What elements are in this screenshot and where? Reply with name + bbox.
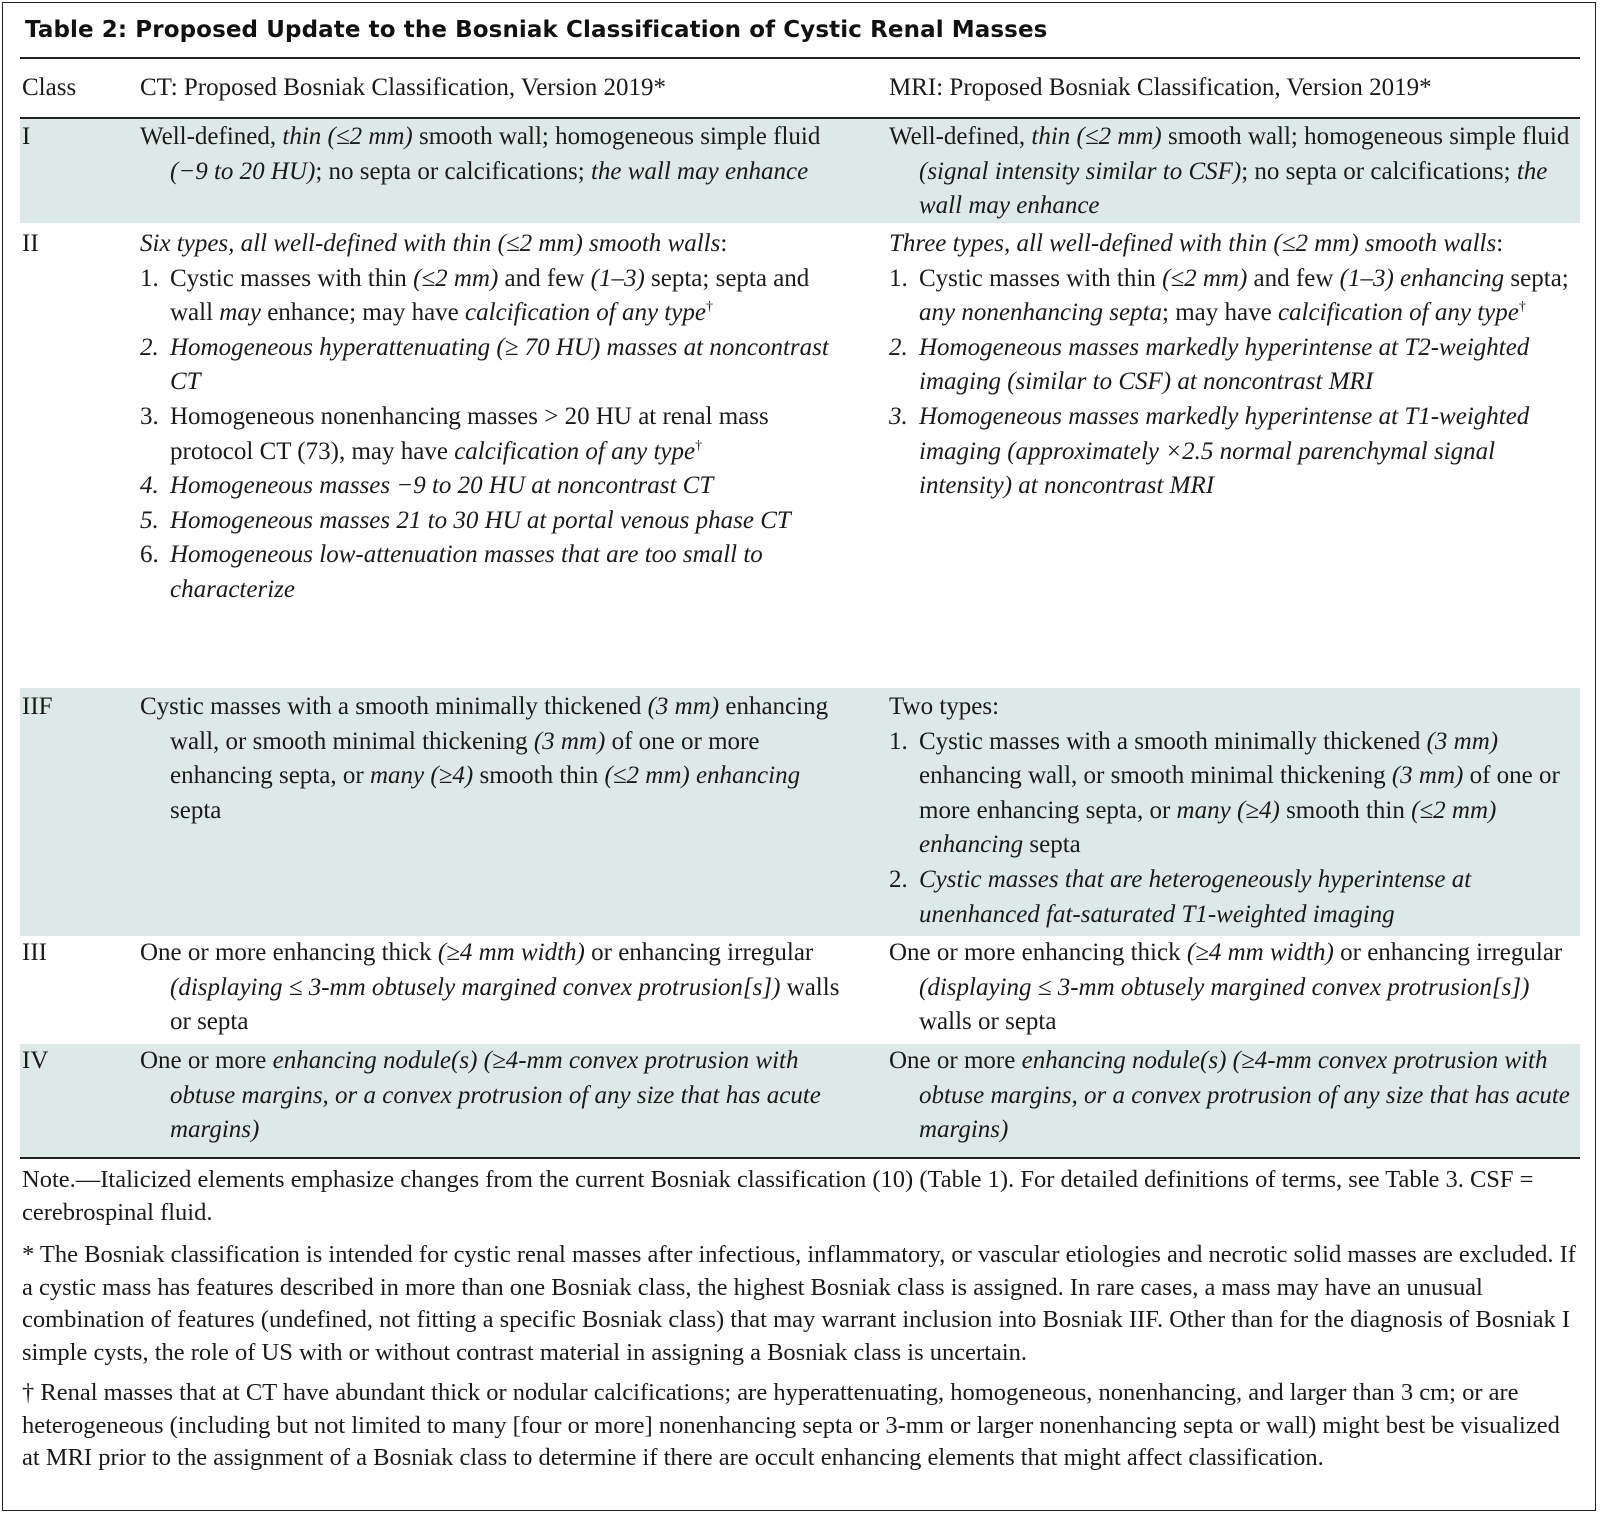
class-label-I: I xyxy=(22,123,31,150)
table-title: Table 2: Proposed Update to the Bosniak Classification of Cystic Renal Masses xyxy=(25,17,1048,43)
dagger-text: † Renal masses that at CT have abundant thick or nodular calcifications; are hyperattenuating, homogeneous, nonenhancing, and larger than 3 cm; or are heterogeneous (including but not limited to many [four or more] nonenhancing septa or 3-mm or larger nonenhancing septa or wall) might best be visualized at MRI prior to the assignment of a Bosniak class to determine if there are occult enhancing elements that might affect classification. xyxy=(22,1379,1560,1471)
asterisk-footnote xyxy=(22,1239,1582,1369)
class-label-IIF: IIF xyxy=(22,693,53,720)
header-mri: MRI: Proposed Bosniak Classification, Version 2019* xyxy=(889,74,1432,101)
asterisk-text: * The Bosniak classification is intended for cystic renal masses after infectious, inflammatory, or vascular etiologies and necrotic solid masses are excluded. If a cystic mass has features described in more than one Bosniak class, the highest Bosniak class is assigned. In rare cases, a mass may have an unusual combination of features (undefined, not fitting a specific Bosniak class) that may warrant inclusion into Bosniak IIF. Other than for the diagnosis of Bosniak I simple cysts, the role of US with or without contrast material in assigning a Bosniak class is uncertain. xyxy=(22,1241,1576,1366)
title-rule xyxy=(20,57,1580,59)
dagger-footnote xyxy=(22,1377,1582,1475)
ct-class-II: Six types, all well-defined with thin (≤2 mm) smooth walls: 1. Cystic masses with thin (≤2 mm) and few (1–3) septa; septa and wall may enhance; may have calcification of any type† 2. Homogeneous hyperattenuating (≥ 70 HU) masses at noncontrast CT 3. Homogeneous nonenhancing masses > 20 HU at renal mass protocol CT (73), may have calcification of any type† 4. Homogeneous masses −9 to 20 HU at noncontrast CT 5. Homogeneous masses 21 to 30 HU at portal venous phase CT 6. Homogeneous low-attenuation masses that are too small to characterize xyxy=(140,230,829,603)
ct-class-IIF: Cystic masses with a smooth minimally thickened (3 mm) enhancing wall, or smooth minimal thickening (3 mm) of one or more enhancing septa, or many (≥4) smooth thin (≤2 mm) enhancing septa xyxy=(140,693,829,824)
table-bottom-rule xyxy=(20,1157,1580,1159)
mri-class-IIF: Two types: 1. Cystic masses with a smooth minimally thickened (3 mm) enhancing wall, or smooth minimal thickening (3 mm) of one or more enhancing septa, or many (≥4) smooth thin (≤2 mm) enhancing septa 2. Cystic masses that are heterogeneously hyperintense at unenhanced fat-saturated T1-weighted imaging xyxy=(889,693,1560,928)
class-label-IV: IV xyxy=(22,1047,49,1074)
ct-class-I: Well-defined, thin (≤2 mm) smooth wall; homogeneous simple fluid (−9 to 20 HU); no septa or calcifications; the wall may enhance xyxy=(140,123,821,185)
class-label-II: II xyxy=(22,230,39,257)
note-text: Note.—Italicized elements emphasize changes from the current Bosniak classification (10) (Table 1). For detailed definitions of terms, see Table 3. CSF = cerebrospinal fluid. xyxy=(22,1166,1534,1226)
table-note xyxy=(22,1164,1582,1229)
ct-class-III: One or more enhancing thick (≥4 mm width) or enhancing irregular (displaying ≤ 3-mm obtusely margined convex protrusion[s]) walls or septa xyxy=(140,939,840,1036)
class-label-III: III xyxy=(22,939,47,966)
mri-class-III: One or more enhancing thick (≥4 mm width) or enhancing irregular (displaying ≤ 3-mm obtusely margined convex protrusion[s]) walls or septa xyxy=(889,939,1563,1036)
mri-class-II: Three types, all well-defined with thin (≤2 mm) smooth walls: 1. Cystic masses with thin (≤2 mm) and few (1–3) enhancing septa; any nonenhancing septa; may have calcification of any type† 2. Homogeneous masses markedly hyperintense at T2-weighted imaging (similar to CSF) at noncontrast MRI 3. Homogeneous masses markedly hyperintense at T1-weighted imaging (approximately ×2.5 normal parenchymal signal intensity) at noncontrast MRI xyxy=(889,230,1569,500)
ct-class-IV: One or more enhancing nodule(s) (≥4-mm convex protrusion with obtuse margins, or a convex protrusion of any size that has acute margins) xyxy=(140,1047,821,1144)
mri-class-I: Well-defined, thin (≤2 mm) smooth wall; homogeneous simple fluid (signal intensity similar to CSF); no septa or calcifications; the wall may enhance xyxy=(889,123,1570,220)
header-class: Class xyxy=(22,74,77,101)
mri-class-IV: One or more enhancing nodule(s) (≥4-mm convex protrusion with obtuse margins, or a convex protrusion of any size that has acute margins) xyxy=(889,1047,1570,1144)
header-ct: CT: Proposed Bosniak Classification, Version 2019* xyxy=(140,74,667,101)
